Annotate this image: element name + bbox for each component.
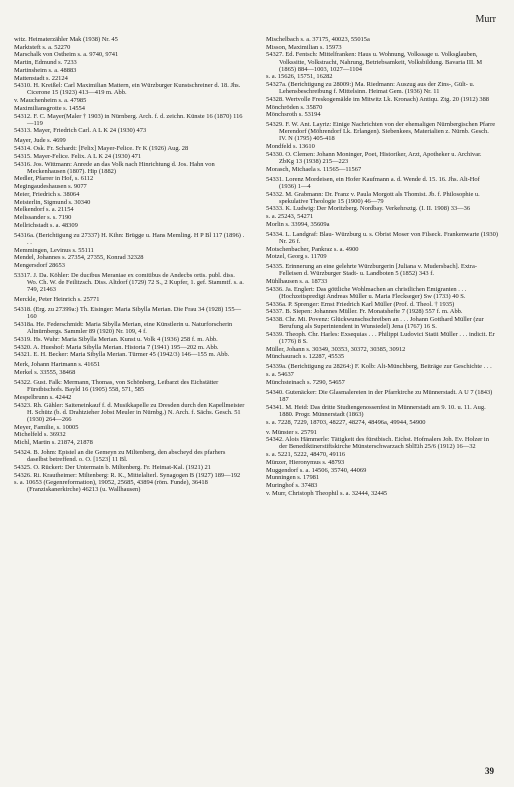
index-entry: Mischelbach s. a. 37175, 40023, 55015a bbox=[266, 36, 370, 43]
index-entry: Memmingen, Levinus s. 55111 bbox=[14, 246, 94, 254]
index-entry: 54329. F. W. Ant. Layriz: Einige Nachrichten von der ehemaligen Nürnbergischen Pfarre Merendorf (Möhrendorf Lk. Erlangen). Siebenkees, Materialien z. Nürnb. Gesch. IV. N (1795) 405-418 bbox=[266, 121, 496, 143]
index-entry: Munningen s. 17981 bbox=[266, 474, 320, 482]
index-entry: Mönchröden s. 35870 bbox=[266, 103, 323, 111]
index-entry: 54328. Wertvolle Freskogemälde im Mitwitz Lk. Kronach) Antiqu. Ztg. 20 (1912) 388 bbox=[266, 95, 490, 103]
index-entry: Michelfeld s. 36932 bbox=[14, 431, 66, 439]
index-entry: Motschenbacher, Pankraz s. a. 4900 bbox=[266, 245, 359, 253]
right-column bbox=[266, 36, 498, 498]
index-entry: 54327a. (Berichtigung zu 28009:) Ma. Riedmann: Auszug aus der Zins-, Gült- u. Lehensbeschreibung f. Mittelsinn. Heimat Gem. (1936) Nr. 11 bbox=[266, 81, 475, 96]
index-entry: 54323. Rh. Gähler: Saiteneinkauf f. d. Musikkapelle zu Dresden durch den Kapellmeister H. Schütz (b. d. Drahtzieher Jobst Meuler in Nürnbg.) N. Arch. f. Sächs. Gesch. 51 (1930) 264—266 bbox=[14, 401, 245, 423]
index-entry: 53317. J. Da. Köhler: De ducibus Meraniae ex comitibus de Andecbs ortis. publ. diss. Wo. Ch. W. de Feilitzsch. Diss. Altdorf (1729) 72 S., 2 Kupfer, 1. gef. Stammtf. s. a. 749, 21463 bbox=[14, 272, 244, 294]
index-entry: Mespelbrunn s. 42442 bbox=[14, 394, 72, 402]
index-entry: s. a. 7228, 7229, 18703, 48227, 48274, 48496a, 49944, 54900 bbox=[266, 418, 426, 426]
index-entry: Medler, Pfarrer in Hof, s. 6112 bbox=[14, 175, 94, 183]
index-entry: 54314. Osk. Fr. Schardt: [Felix] Mayer-Felice. Fr K (1926) Aug. 28 bbox=[14, 145, 189, 153]
index-entry: Martin, Edmund s. 7233 bbox=[14, 59, 77, 67]
index-entry: Mondfeld s. 13610 bbox=[266, 143, 315, 151]
index-entry: 54321. E. H. Becker: Maria Sibylla Merian. Türmer 45 (1942/3) 146—155 m. Abb. bbox=[14, 351, 230, 359]
index-entry: 54319. Hs. Wuhr: Maria Sibylla Merian. Kunst u. Volk 4 (1936) 258 f. m. Abb. bbox=[14, 335, 218, 343]
index-entry: Maximiliansgrotte s. 14554 bbox=[14, 104, 85, 112]
index-entry: Melkendorf s. a. 21154 bbox=[14, 206, 74, 214]
index-entry: 54338. Chr. Mi. Povenz: Glückwunschschreiben an . . . Johann Gotthard Müller (zur Berufung als Superintendent in Wunsiedel) Jena (1767) 16 S. bbox=[266, 316, 484, 331]
index-entry: Mellrichstadt s. a. 48309 bbox=[14, 221, 78, 229]
index-entry: 54334. L. Landgraf: Blau- Würzburg u. s. Obrist Moser von Filseck. Frankenwarte (1930) Nr. 26 f. bbox=[266, 230, 499, 245]
index-entry: Mattenstadt s. 22124 bbox=[14, 74, 68, 82]
index-entry: 54316. Jos. Wittmann: Anrede an das Volk nach Hinrichtung d. Jos. Hahn von Meckenhausen (1807). Hip (1882) bbox=[14, 160, 215, 175]
index-entry: s. a. 25243, 54271 bbox=[266, 213, 314, 221]
index-entry: Morasch, Michaela s. 11565—11567 bbox=[266, 165, 362, 173]
index-entry: 54336. Ja. Englert: Das göttliche Wohlmachen an christlichen Emigranten . . . (Hochzeitspredigt Andreas Müller u. Maria Fleckseger) Sw (1733) 40 S. bbox=[266, 285, 467, 300]
index-entry: 54333. K. Ludwig: Der Moritzberg. Nordbay. Verkehrsztg. (I. II. 1908) 33—36 bbox=[266, 205, 471, 213]
index-entry: 54318a. He. Federschmidt: Maria Sibylla Merian, eine Künstlerin u. Naturforscherin Altnürnbergs. Sammler 89 (1920) Nr. 109, 4 f. bbox=[14, 321, 233, 336]
index-entry: Meyer, Familie, s. 10005 bbox=[14, 423, 79, 431]
index-entry: 54342. Alois Hämmerle: Tätigkeit des fürstbisch. Eichst. Hofmalers Joh. Ev. Holzer in der Benediktinerstiftskirche Münsterschwarzach SblEih 25/6 (1912) 16—32 bbox=[266, 436, 489, 451]
index-entry: Meier, Friedrich s. 38064 bbox=[14, 190, 80, 198]
left-column bbox=[14, 36, 246, 494]
index-entry: v. Murr, Christoph Theophil s. a. 32444, 32445 bbox=[266, 489, 388, 497]
index-entry: 54325. O. Rückert: Der Untermain b. Miltenberg. Fr. Heimat-Kal. (1921) 21 bbox=[14, 463, 211, 471]
index-entry: 54341. M. Heid: Das dritte Studiengenossenfest in Münnerstadt am 9. 10. u. 11. Aug. 1880. Progr. Münnerstadt (1863) bbox=[266, 403, 486, 418]
index-entry: s. a. 15626, 15751, 16282 bbox=[266, 73, 333, 81]
index-entry: 54324. B. Johm: Epistel an die Gemeyn zu Miltenberg, den abscheyd des pfarhers daselbst betreffend. o. O. [1523] 11 Bl. bbox=[14, 449, 226, 464]
index-entry: s. a. 54637 bbox=[266, 371, 294, 379]
index-entry: Mendel, Johannes s. 27354, 27355, Konrad 32328 bbox=[14, 254, 144, 262]
index-entry: Münchsteinach s. 7290, 54657 bbox=[266, 378, 345, 386]
index-entry: Motzel, Georg s. 11709 bbox=[266, 253, 327, 261]
index-entry: Melissander s. s. 7190 bbox=[14, 214, 72, 222]
index-entry: 54331. Lorenz Mordeisen, ein Hofer Kaufmann a. d. Wende d. 15. 16. Jhs. Alt-Hof (1936) 1—4 bbox=[266, 175, 480, 190]
index-entry: Mayer, Jude s. 4699 bbox=[14, 137, 66, 145]
index-entry: Merckle, Peter Heinrich s. 25771 bbox=[14, 296, 100, 304]
index-entry: Morlin s. 33994, 35609a bbox=[266, 220, 330, 228]
index-entry: Merk, Johann Hartmann s. 41651 bbox=[14, 361, 101, 369]
index-entry: s. a. 5221, 5222, 48470, 49116 bbox=[266, 451, 346, 459]
index-entry: Münzer, Hieronymus s. 48793 bbox=[266, 458, 345, 466]
index-entry: v. Münster s. 25791 bbox=[266, 428, 317, 436]
index-entry: 54332. M. Grabmann: Dr. Franz v. Paula Morgott als Thomist. Jb. f. Philosophie u. spekulative Theologie 15 (1900) 46—79 bbox=[266, 190, 480, 205]
index-entry: Meisterlin, Sigmund s. 30340 bbox=[14, 198, 91, 206]
index-entry: 54312. F. C. Mayer(Maler † 1903) in Nürnberg. Arch. f. d. zeichn. Künste 16 (1870) 116—119 bbox=[14, 112, 243, 127]
index-entry: Marktsteft s. a. 52270 bbox=[14, 43, 71, 51]
index-entry: 54320. A. Hueshof: Maria Sibylla Merian. Historia 7 (1941) 195—202 m. Abb. bbox=[14, 343, 219, 351]
index-entry: Mühlhausen s. a. 18733 bbox=[266, 278, 328, 286]
index-entry: 54318. (Erg. zu 27399a:) Th. Eisinger: Maria Sibylla Merian. Die Frau 34 (1928) 155—160 bbox=[14, 306, 241, 321]
index-entry: s. a. 10653 (Gegenreformation), 19052, 25685, 43894 (röm. Funde), 36418 (Franziskanerkirche) 46213 (u. Wallhausen) bbox=[14, 479, 208, 494]
index-entry: Mönchsroth s. 53194 bbox=[266, 111, 321, 119]
index-entry: 54327. Ed. Fentsch: Mittelfranken: Haus u. Wohnung, Volkssage u. Volksglauben, Volkssitte, Volkstracht, Nahrung, Betriebsamkeit, Volksbildung. Bavaria III. M (1865) 884—1003, 1027—1104 bbox=[266, 51, 483, 73]
index-entry: 54310. H. Kreißel: Carl Maximilian Mattern, ein Würzburger Kunstschreiner d. 18. Jhs. Cicerone 15 (1923) 413—419 m. Abb. bbox=[14, 82, 241, 97]
index-entry: Müller, Johann s. 30349, 30353, 30372, 30385, 30912 bbox=[266, 345, 406, 353]
index-entry: 54340. Gutenäcker: Die Glasmalereien in der Pfarrkirche zu Münnerstadt. A U 7 (1843) 187 bbox=[266, 388, 493, 404]
index-entry: Mengersdorf 28653 bbox=[14, 262, 65, 270]
index-entry: 54326. Ri. Krautheimer: Miltenberg: R. K., Mittelalterl. Synagogen B (1927) 189—192 bbox=[14, 471, 241, 479]
index-entry: 54315. Mayer-Felice. Felix. A L K 24 (1930) 471 bbox=[14, 152, 142, 160]
index-entry: Megingaudeshausen s. 9077 bbox=[14, 183, 87, 191]
index-entry: Merkel s. 33555, 38468 bbox=[14, 369, 76, 377]
index-entry: 54339a. (Berichtigung zu 28264:) F. Kolb: Alt-Münchberg, Beiträge zur Geschichte . . . bbox=[266, 363, 492, 371]
index-entry: 54316a. (Berichtigung zu 27337) H. Kihn: Brügge u. Hans Memling. H P Bl 117 (1896) . . . bbox=[14, 231, 245, 246]
index-entry: 54335. Erinnerung an eine gelehrte Würzburgerin [Juliana v. Mudersbach]. Extra-Felleisen d. Würzburger Stadt- u. Landboten 5 (1852) 343 f. bbox=[266, 263, 477, 278]
index-entry: Muringhof s. 37483 bbox=[266, 482, 318, 490]
index-entry: 54337. B. Siepen: Johannes Müller. Fr. Monatshefte 7 (1928) 557 f. m. Abb. bbox=[266, 308, 463, 316]
index-entry: 54339. Theoph. Chr. Harles: Exsequias . . . Philippi Ludovici Statii Müller . . . indicit. Er (1776) 8 S. bbox=[266, 330, 495, 345]
index-entry: 54313. Mayer, Friedrich Carl. A L K 24 (1930) 473 bbox=[14, 127, 147, 135]
index-entry: Michl, Martin s. 21874, 21878 bbox=[14, 439, 93, 447]
page-header: Murr bbox=[475, 14, 496, 25]
index-entry: v. Mauchenheim s. a. 47985 bbox=[14, 97, 87, 105]
index-entry: 54336a. P. Sprenger: Ernst Friedrich Karl Müller (Prof. d. Theol. † 1935) bbox=[266, 300, 455, 308]
page-number: 39 bbox=[485, 766, 494, 776]
index-entry: Muggendorf s. a. 14506, 35740, 44069 bbox=[266, 466, 367, 474]
index-entry: 54322. Gust. Falk: Mermann, Thomas, von Schönberg, Leibarzt des Eichstätter Fürstbischofs. Bayld 16 (1905) 558, 571, 585 bbox=[14, 379, 219, 394]
index-entry: Misson, Maximilian s. 15973 bbox=[266, 43, 342, 51]
index-entry: Münchaurach s. 12287, 45535 bbox=[266, 353, 345, 361]
index-entry: witz. Heimaterzähler Mak (1938) Nr. 45 bbox=[14, 36, 118, 43]
index-entry: Marschalk von Ostheim s. a. 9740, 9741 bbox=[14, 51, 119, 59]
index-entry: 54330. O. Clemen: Johann Moninger, Poet, Historiker, Arzt, Apotheker u. Archivar. ZbKg 13 (1938) 215—223 bbox=[266, 150, 482, 165]
index-entry: Martinsheim s. a. 48883 bbox=[14, 66, 77, 74]
